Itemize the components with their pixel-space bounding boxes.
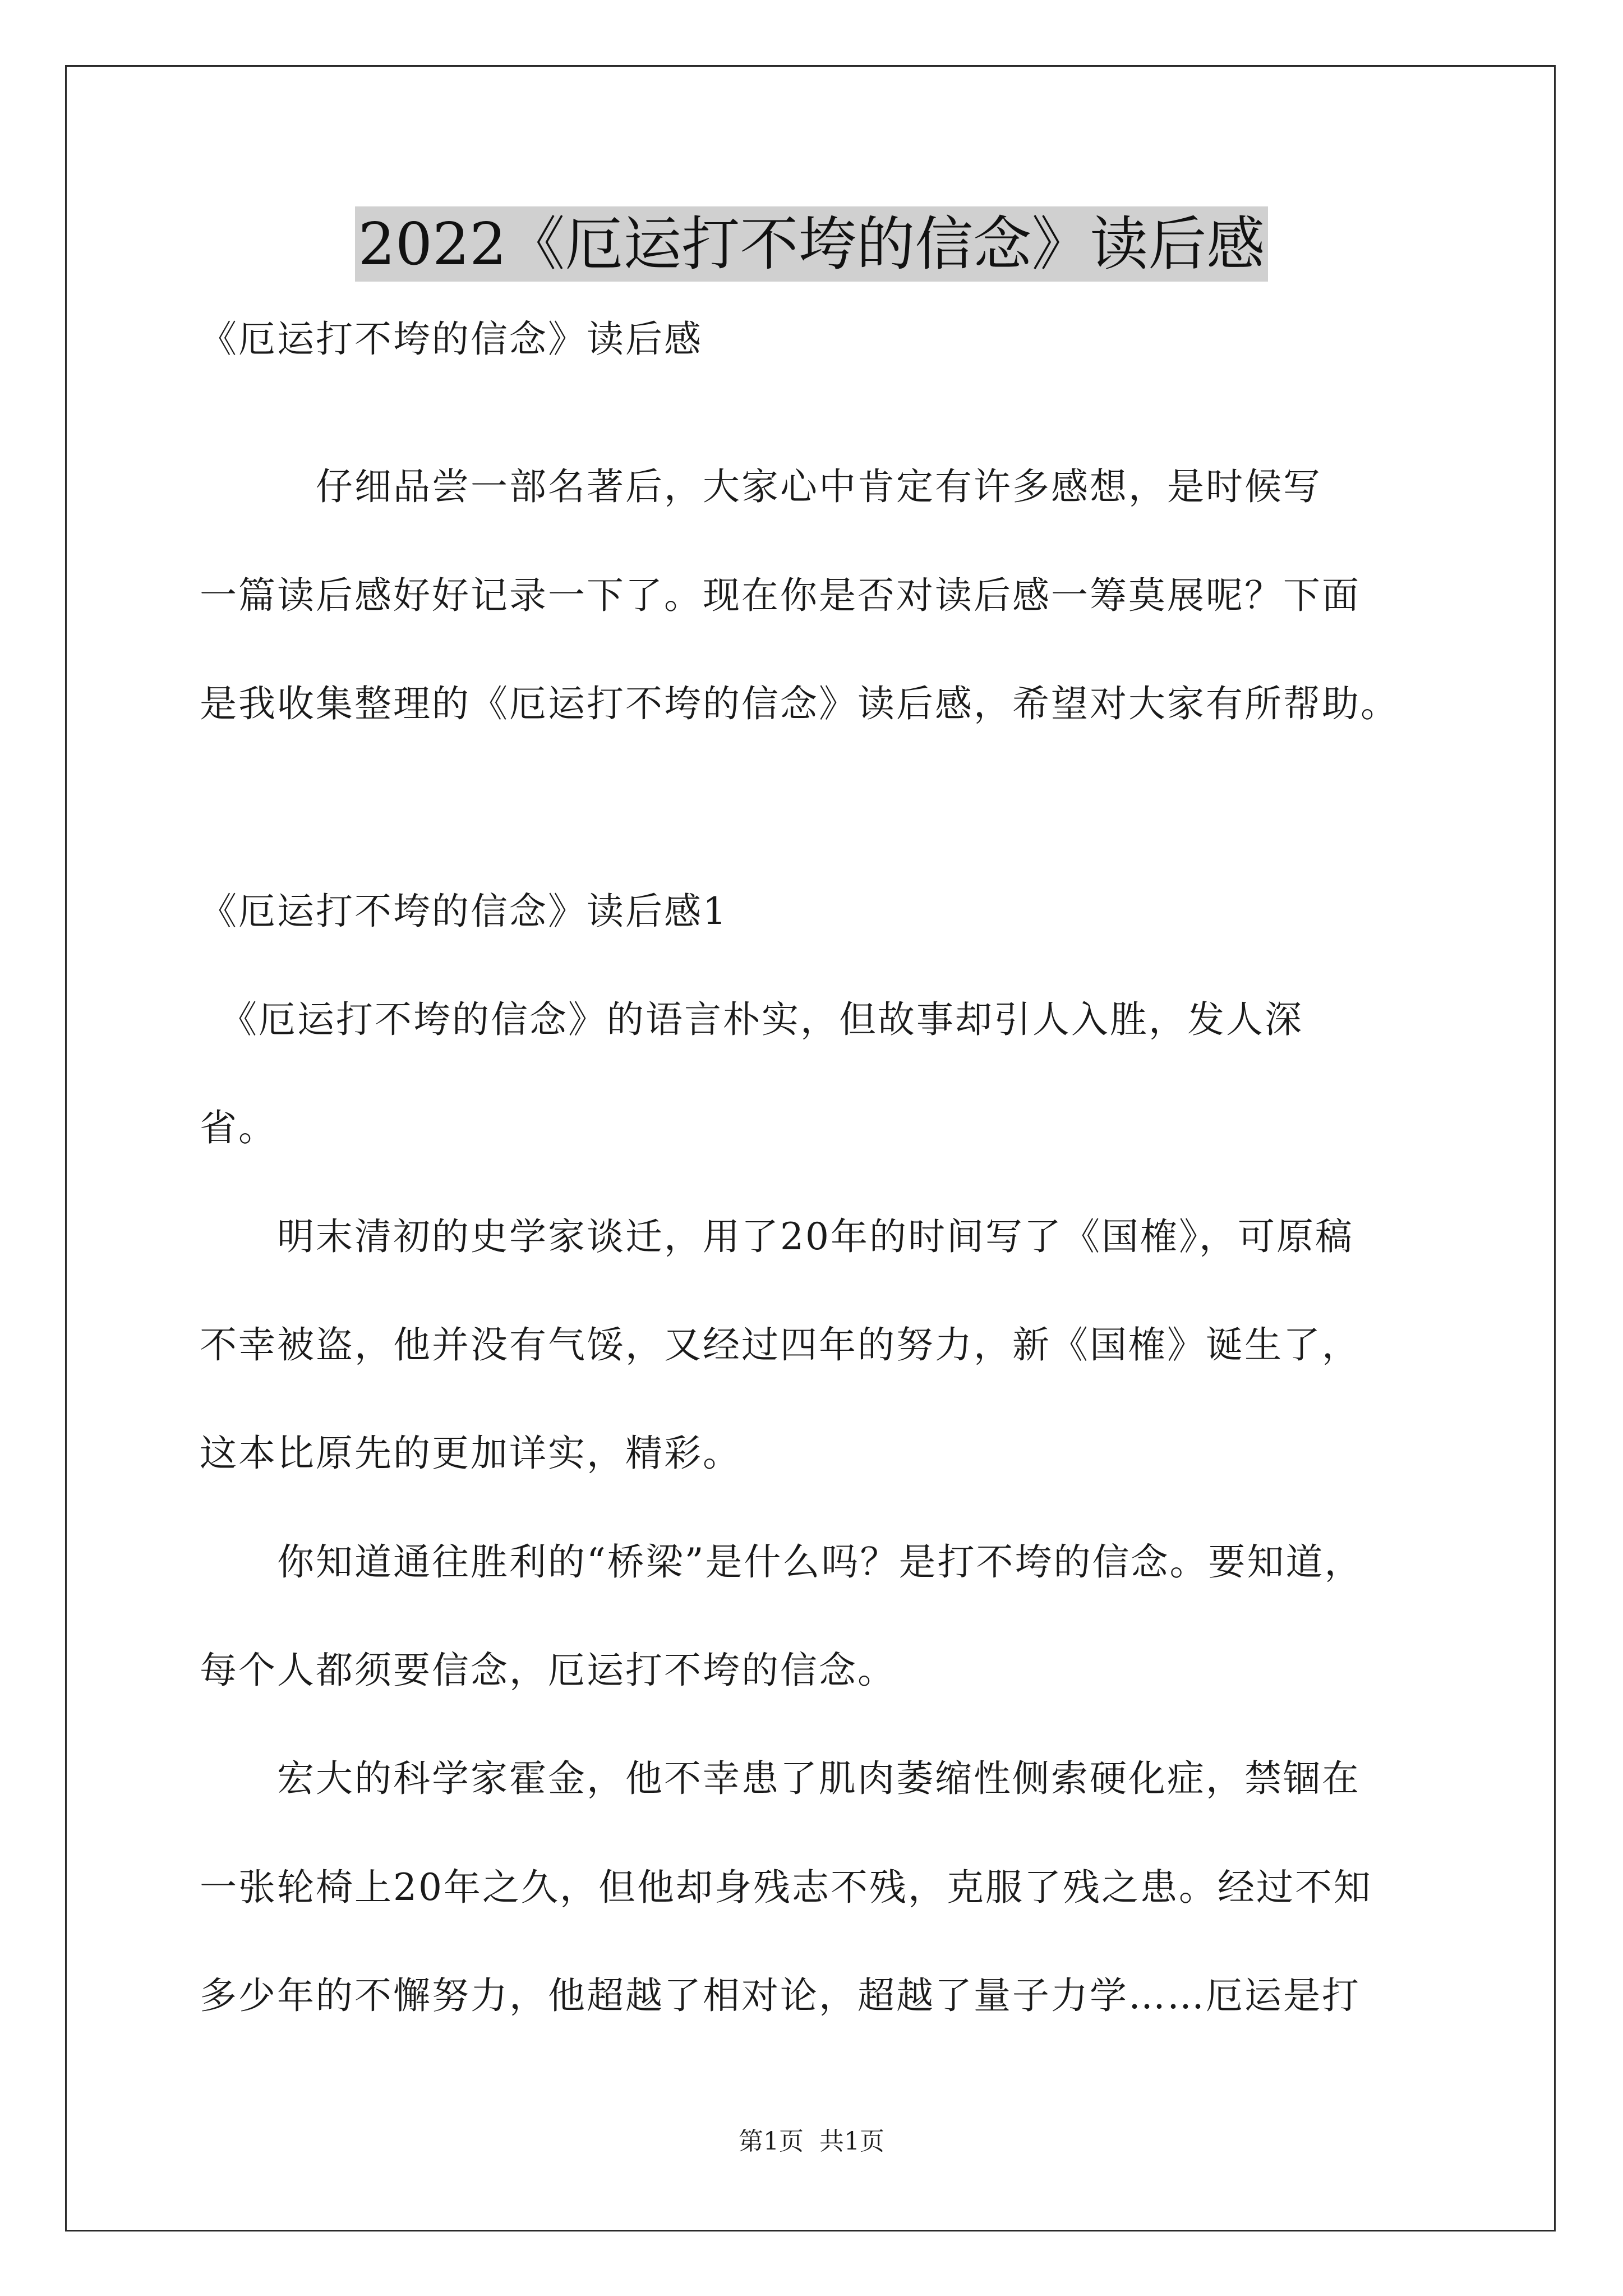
paragraph-line: 一篇读后感好好记录一下了。现在你是否对读后感一筹莫展呢？下面 xyxy=(200,574,1361,617)
paragraph-line: 明末清初的史学家谈迁，用了20年的时间写了《国榷》，可原稿 xyxy=(200,1215,1354,1258)
page-total: 共1页 xyxy=(819,2127,884,2156)
paragraph-line: 省。 xyxy=(200,1106,277,1149)
paragraph-line: 你知道通往胜利的“桥梁”是什么吗？是打不垮的信念。要知道， xyxy=(200,1540,1363,1584)
paragraph-line: 不幸被盗，他并没有气馁，又经过四年的努力，新《国榷》诞生了， xyxy=(200,1323,1361,1366)
paragraph-line: 是我收集整理的《厄运打不垮的信念》读后感，希望对大家有所帮助。 xyxy=(200,682,1399,725)
section-heading: 《厄运打不垮的信念》读后感1 xyxy=(200,890,728,933)
paragraph-line: 《厄运打不垮的信念》的语言朴实，但故事却引人入胜，发人深 xyxy=(200,998,1303,1041)
paragraph-line: 每个人都须要信念，厄运打不垮的信念。 xyxy=(200,1649,896,1692)
paragraph-line: 宏大的科学家霍金，他不幸患了肌肉萎缩性侧索硬化症，禁锢在 xyxy=(200,1757,1361,1800)
paragraph-line: 一张轮椅上20年之久，但他却身残志不残，克服了残之患。经过不知 xyxy=(200,1866,1372,1909)
document-title: 2022《厄运打不垮的信念》读后感 xyxy=(355,206,1269,282)
subtitle-line: 《厄运打不垮的信念》读后感 xyxy=(200,318,703,361)
title-container xyxy=(0,206,1623,282)
page-number: 第1页 xyxy=(739,2127,804,2156)
paragraph-line: 仔细品尝一部名著后，大家心中肯定有许多感想，是时候写 xyxy=(200,465,1322,508)
page-footer xyxy=(0,2126,1623,2157)
paragraph-line: 多少年的不懈努力，他超越了相对论，超越了量子力学……厄运是打 xyxy=(200,1974,1361,2017)
paragraph-line: 这本比原先的更加详实，精彩。 xyxy=(200,1432,741,1475)
